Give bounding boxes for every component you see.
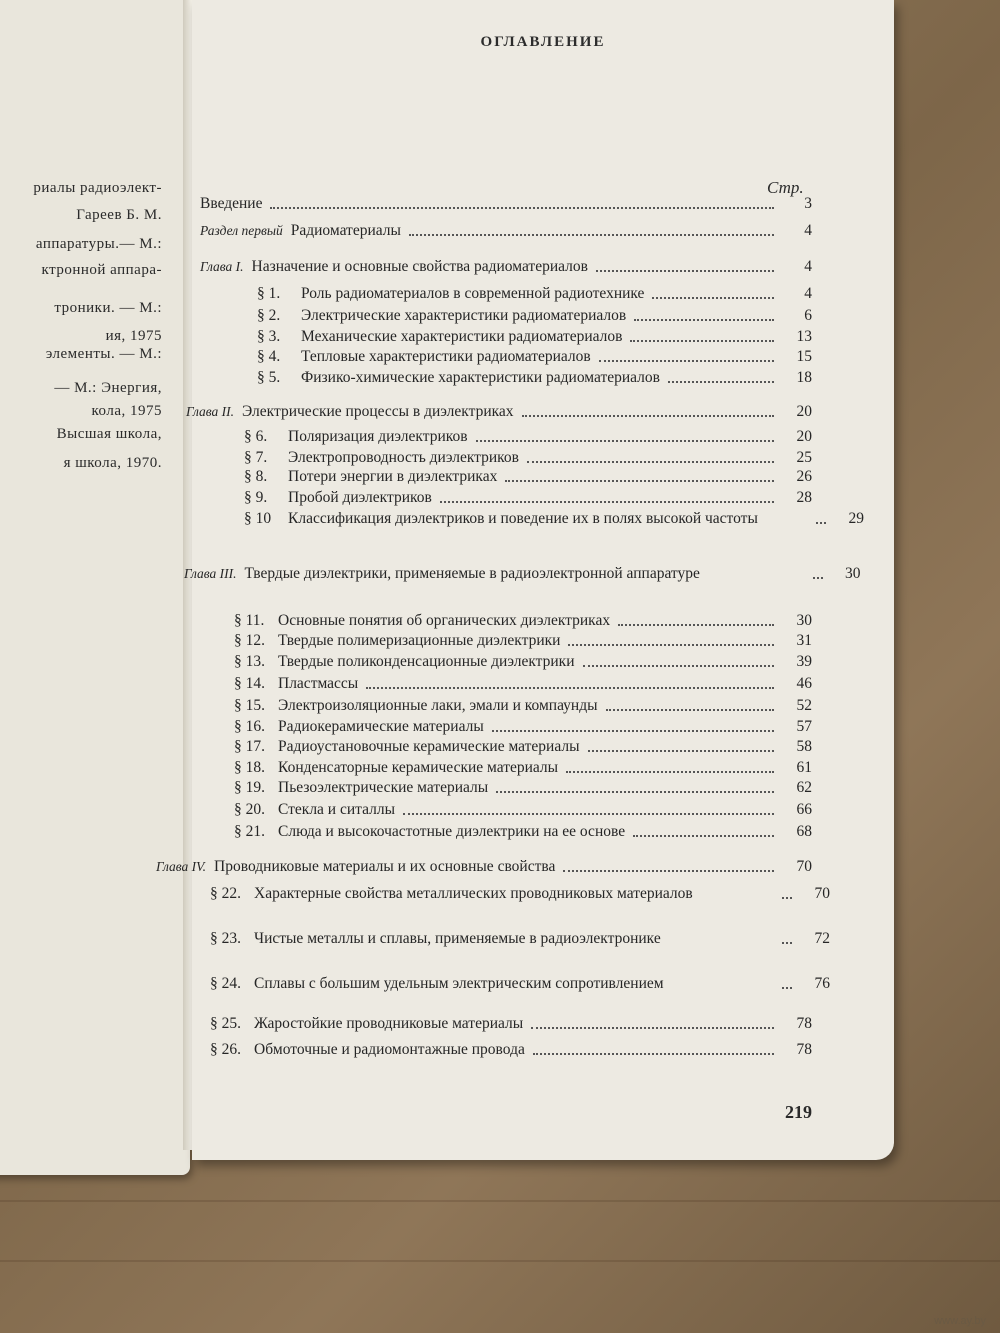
toc-entry-page: 76 bbox=[814, 975, 830, 992]
toc-entry-page: 4 bbox=[804, 222, 812, 239]
left-page-line: ия, 1975 bbox=[105, 328, 162, 344]
toc-entry-title: Конденсаторные керамические материалы bbox=[278, 759, 559, 776]
toc-entry bbox=[234, 612, 812, 630]
left-page-line: элементы. — М.: bbox=[45, 346, 162, 362]
dot-leader bbox=[440, 501, 774, 503]
toc-entry-page: 72 bbox=[814, 930, 830, 947]
toc-entry-number: § 19. bbox=[234, 779, 265, 796]
toc-entry-prefix: Раздел первый bbox=[200, 223, 283, 238]
toc-entry-title: Тепловые характеристики радиоматериалов bbox=[301, 348, 591, 365]
toc-entry-title: Твердые диэлектрики, применяемые в радиоэлектронной аппаратуре bbox=[244, 565, 700, 582]
toc-entry bbox=[244, 468, 812, 486]
dot-leader bbox=[782, 942, 792, 944]
toc-entry-page: 68 bbox=[796, 823, 812, 840]
toc-entry bbox=[210, 1041, 812, 1059]
toc-entry bbox=[184, 565, 861, 583]
watermark: www.ay.by bbox=[934, 1315, 986, 1327]
toc-entry-page: 46 bbox=[796, 675, 812, 692]
dot-leader bbox=[366, 687, 774, 689]
toc-entry bbox=[210, 885, 830, 903]
toc-entry-title: Электроизоляционные лаки, эмали и компаунды bbox=[278, 697, 598, 714]
dot-leader bbox=[596, 270, 774, 272]
toc-entry-page: 61 bbox=[796, 759, 812, 776]
toc-entry-number: § 18. bbox=[234, 759, 265, 776]
dot-leader bbox=[599, 360, 774, 362]
dot-leader bbox=[533, 1053, 774, 1055]
dot-leader bbox=[270, 207, 774, 209]
toc-entry-title: Чистые металлы и сплавы, применяемые в радиоэлектронике bbox=[254, 930, 661, 947]
toc-entry bbox=[156, 858, 812, 876]
toc-entry-page: 15 bbox=[796, 348, 812, 365]
toc-entry-page: 20 bbox=[796, 428, 812, 445]
left-page bbox=[0, 0, 190, 1175]
toc-entry-title: Проводниковые материалы и их основные свойства bbox=[214, 858, 556, 875]
toc-entry-page: 62 bbox=[796, 779, 812, 796]
toc-entry bbox=[244, 449, 812, 467]
toc-entry-page: 78 bbox=[796, 1041, 812, 1058]
toc-entry-prefix: Глава II. bbox=[186, 404, 235, 419]
toc-entry bbox=[234, 759, 812, 777]
toc-entry-page: 78 bbox=[796, 1015, 812, 1032]
toc-entry bbox=[200, 222, 812, 240]
toc-entry-title: Пластмассы bbox=[278, 675, 359, 692]
toc-entry-title: Жаростойкие проводниковые материалы bbox=[254, 1015, 524, 1032]
toc-entry-title: Классификация диэлектриков и поведение их в полях высокой частоты bbox=[288, 510, 758, 527]
dot-leader bbox=[496, 791, 774, 793]
toc-entry-number: § 15. bbox=[234, 697, 265, 714]
left-page-line: ктронной аппара- bbox=[41, 262, 162, 278]
toc-entry bbox=[234, 801, 812, 819]
toc-entry-page: 20 bbox=[796, 403, 812, 420]
toc-entry-page: 4 bbox=[804, 258, 812, 275]
left-page-line: аппаратуры.— М.: bbox=[35, 236, 162, 252]
left-page-line: — М.: Энергия, bbox=[54, 380, 162, 396]
toc-entry-page: 4 bbox=[804, 285, 812, 302]
toc-entry-number: § 2. bbox=[257, 307, 281, 324]
wood-grain bbox=[0, 1200, 1000, 1202]
toc-entry bbox=[186, 403, 812, 421]
toc-entry-page: 3 bbox=[804, 195, 812, 212]
toc-entry-title: Пьезоэлектрические материалы bbox=[278, 779, 489, 796]
dot-leader bbox=[568, 644, 774, 646]
toc-entry bbox=[210, 930, 830, 948]
toc-entry bbox=[257, 328, 812, 346]
toc-entry bbox=[234, 738, 812, 756]
toc-entry-title: Радиокерамические материалы bbox=[278, 718, 484, 735]
dot-leader bbox=[492, 730, 774, 732]
dot-leader bbox=[403, 813, 774, 815]
toc-entry-number: § 5. bbox=[257, 369, 281, 386]
toc-entry bbox=[244, 510, 864, 528]
dot-leader bbox=[782, 897, 792, 899]
dot-leader bbox=[634, 319, 774, 321]
right-page bbox=[156, 0, 894, 1160]
toc-entry-title: Основные понятия об органических диэлектриках bbox=[278, 612, 611, 629]
toc-entry-number: § 16. bbox=[234, 718, 265, 735]
toc-entry-page: 70 bbox=[796, 858, 812, 875]
toc-entry-title: Сплавы с большим удельным электрическим сопротивлением bbox=[254, 975, 664, 992]
left-page-line: я школа, 1970. bbox=[63, 455, 162, 471]
toc-entry-number: § 21. bbox=[234, 823, 265, 840]
toc-entry-page: 26 bbox=[796, 468, 812, 485]
dot-leader bbox=[782, 987, 792, 989]
toc-entry-page: 29 bbox=[848, 510, 864, 527]
toc-entry bbox=[234, 823, 812, 841]
toc-entry-page: 58 bbox=[796, 738, 812, 755]
toc-entry-page: 13 bbox=[796, 328, 812, 345]
toc-entry-title: Механические характеристики радиоматериалов bbox=[301, 328, 623, 345]
toc-entry bbox=[234, 779, 812, 797]
toc-entry-number: § 26. bbox=[210, 1041, 241, 1058]
toc-entry bbox=[257, 369, 812, 387]
toc-entry-title: Характерные свойства металлических проводниковых материалов bbox=[254, 885, 693, 902]
dot-leader bbox=[633, 835, 774, 837]
toc-entry-number: § 24. bbox=[210, 975, 241, 992]
toc-entry bbox=[244, 428, 812, 446]
toc-entry-title: Роль радиоматериалов в современной радиотехнике bbox=[301, 285, 645, 302]
dot-leader bbox=[527, 461, 774, 463]
toc-entry-page: 31 bbox=[796, 632, 812, 649]
dot-leader bbox=[652, 297, 774, 299]
left-page-line: троники. — М.: bbox=[54, 300, 162, 316]
toc-entry bbox=[210, 1015, 812, 1033]
toc-entry-number: § 20. bbox=[234, 801, 265, 818]
toc-entry-page: 52 bbox=[796, 697, 812, 714]
toc-entry-number: § 6. bbox=[244, 428, 268, 445]
toc-entry-number: § 3. bbox=[257, 328, 281, 345]
dot-leader bbox=[505, 480, 774, 482]
toc-entry-page: 57 bbox=[796, 718, 812, 735]
toc-entry bbox=[234, 632, 812, 650]
toc-entry bbox=[234, 653, 812, 671]
toc-entry-number: § 11. bbox=[234, 612, 265, 629]
toc-entry-number: § 23. bbox=[210, 930, 241, 947]
toc-entry-title: Потери энергии в диэлектриках bbox=[288, 468, 498, 485]
dot-leader bbox=[476, 440, 774, 442]
dot-leader bbox=[522, 415, 774, 417]
toc-entry bbox=[200, 258, 812, 276]
toc-heading: ОГЛАВЛЕНИЕ bbox=[480, 34, 606, 50]
toc-entry-number: § 25. bbox=[210, 1015, 241, 1032]
toc-entry-number: § 12. bbox=[234, 632, 265, 649]
wood-grain bbox=[0, 1260, 1000, 1262]
toc-entry bbox=[244, 489, 812, 507]
toc-entry-page: 28 bbox=[796, 489, 812, 506]
toc-entry-prefix: Глава I. bbox=[200, 259, 244, 274]
toc-entry-title: Физико-химические характеристики радиоматериалов bbox=[301, 369, 660, 386]
left-page-line: риалы радиоэлект- bbox=[33, 180, 162, 196]
page-number: 219 bbox=[785, 1102, 812, 1122]
toc-entry-page: 30 bbox=[845, 565, 861, 582]
toc-entry-title: Введение bbox=[200, 195, 263, 212]
left-page-line: кола, 1975 bbox=[91, 403, 162, 419]
toc-entry-title: Обмоточные и радиомонтажные провода bbox=[254, 1041, 525, 1058]
toc-entry-title: Стекла и ситаллы bbox=[278, 801, 396, 818]
dot-leader bbox=[618, 624, 774, 626]
page-column-label: Стр. bbox=[767, 178, 804, 197]
toc-entry-page: 18 bbox=[796, 369, 812, 386]
dot-leader bbox=[563, 870, 774, 872]
toc-entry-number: § 1. bbox=[257, 285, 281, 302]
toc-entry-number: § 9. bbox=[244, 489, 268, 506]
toc-entry bbox=[257, 348, 812, 366]
toc-entry-page: 6 bbox=[804, 307, 812, 324]
toc-entry-title: Электропроводность диэлектриков bbox=[288, 449, 519, 466]
dot-leader bbox=[588, 750, 774, 752]
toc-entry-number: § 13. bbox=[234, 653, 265, 670]
dot-leader bbox=[630, 340, 774, 342]
toc-entry-number: § 17. bbox=[234, 738, 265, 755]
toc-entry bbox=[257, 307, 812, 325]
toc-entry-number: § 4. bbox=[257, 348, 281, 365]
toc-entry-title: Пробой диэлектриков bbox=[288, 489, 432, 506]
toc-entry bbox=[210, 975, 830, 993]
toc-entry-page: 70 bbox=[814, 885, 830, 902]
toc-entry-number: § 7. bbox=[244, 449, 268, 466]
toc-entry-number: § 8. bbox=[244, 468, 268, 485]
dot-leader bbox=[531, 1027, 774, 1029]
toc-entry-title: Твердые поликонденсационные диэлектрики bbox=[278, 653, 575, 670]
toc-entry-title: Радиоустановочные керамические материалы bbox=[278, 738, 580, 755]
toc-entry-page: 30 bbox=[796, 612, 812, 629]
dot-leader bbox=[583, 665, 775, 667]
toc-entry bbox=[257, 285, 812, 303]
dot-leader bbox=[409, 234, 774, 236]
toc-entry-prefix: Глава III. bbox=[184, 566, 237, 581]
toc-entry-title: Поляризация диэлектриков bbox=[288, 428, 468, 445]
left-page-line: Гареев Б. М. bbox=[76, 207, 162, 223]
dot-leader bbox=[816, 522, 826, 524]
toc-entry-number: § 14. bbox=[234, 675, 265, 692]
toc-entry-page: 39 bbox=[796, 653, 812, 670]
left-page-line: Высшая школа, bbox=[56, 426, 162, 442]
toc-entry-title: Радиоматериалы bbox=[290, 222, 401, 239]
toc-entry-title: Слюда и высокочастотные диэлектрики на ее основе bbox=[278, 823, 626, 840]
toc-entry-title: Электрические процессы в диэлектриках bbox=[242, 403, 514, 420]
toc-entry-title: Электрические характеристики радиоматериалов bbox=[301, 307, 627, 324]
toc-entry-number: § 22. bbox=[210, 885, 241, 902]
dot-leader bbox=[606, 709, 774, 711]
toc-entry bbox=[234, 718, 812, 736]
dot-leader bbox=[813, 577, 823, 579]
dot-leader bbox=[566, 771, 774, 773]
toc-entry-title: Назначение и основные свойства радиоматериалов bbox=[251, 258, 588, 275]
dot-leader bbox=[668, 381, 774, 383]
toc-entry-number: § 10 bbox=[244, 510, 272, 527]
toc-entry-title: Твердые полимеризационные диэлектрики bbox=[278, 632, 561, 649]
toc-entry bbox=[234, 675, 812, 693]
toc-entry bbox=[234, 697, 812, 715]
toc-entry-page: 25 bbox=[796, 449, 812, 466]
toc-entry bbox=[200, 195, 812, 213]
toc-entry-page: 66 bbox=[796, 801, 812, 818]
toc-entry-prefix: Глава IV. bbox=[156, 859, 207, 874]
